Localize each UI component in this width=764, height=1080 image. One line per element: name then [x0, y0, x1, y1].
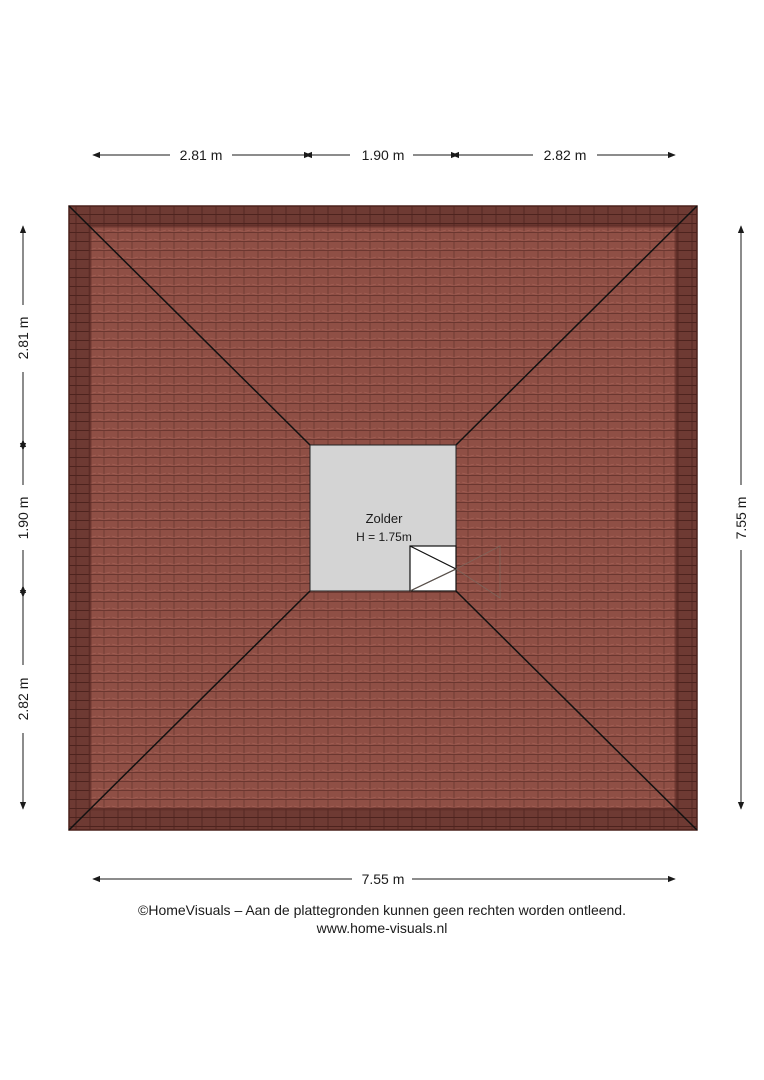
dim-left-3: 2.82 m — [15, 677, 31, 721]
dim-right: 7.55 m — [733, 496, 749, 540]
top-dimensions — [93, 147, 675, 163]
dim-left-2: 1.90 m — [15, 496, 31, 540]
dim-top-1: 2.81 m — [179, 147, 223, 163]
hatch-box — [410, 546, 456, 591]
dim-top-2: 1.90 m — [361, 147, 405, 163]
room-height: H = 1.75m — [356, 530, 412, 544]
right-dimension — [733, 226, 749, 809]
dim-top-3: 2.82 m — [543, 147, 587, 163]
left-dimensions — [15, 226, 31, 809]
dim-bottom: 7.55 m — [361, 871, 405, 887]
website-link[interactable]: www.home-visuals.nl — [316, 920, 448, 936]
bottom-dimension — [93, 871, 675, 887]
dim-left-1: 2.81 m — [15, 316, 31, 360]
room-name: Zolder — [365, 511, 403, 526]
copyright-notice: ©HomeVisuals – Aan de plattegronden kunnen geen rechten worden ontleend. — [138, 902, 626, 918]
